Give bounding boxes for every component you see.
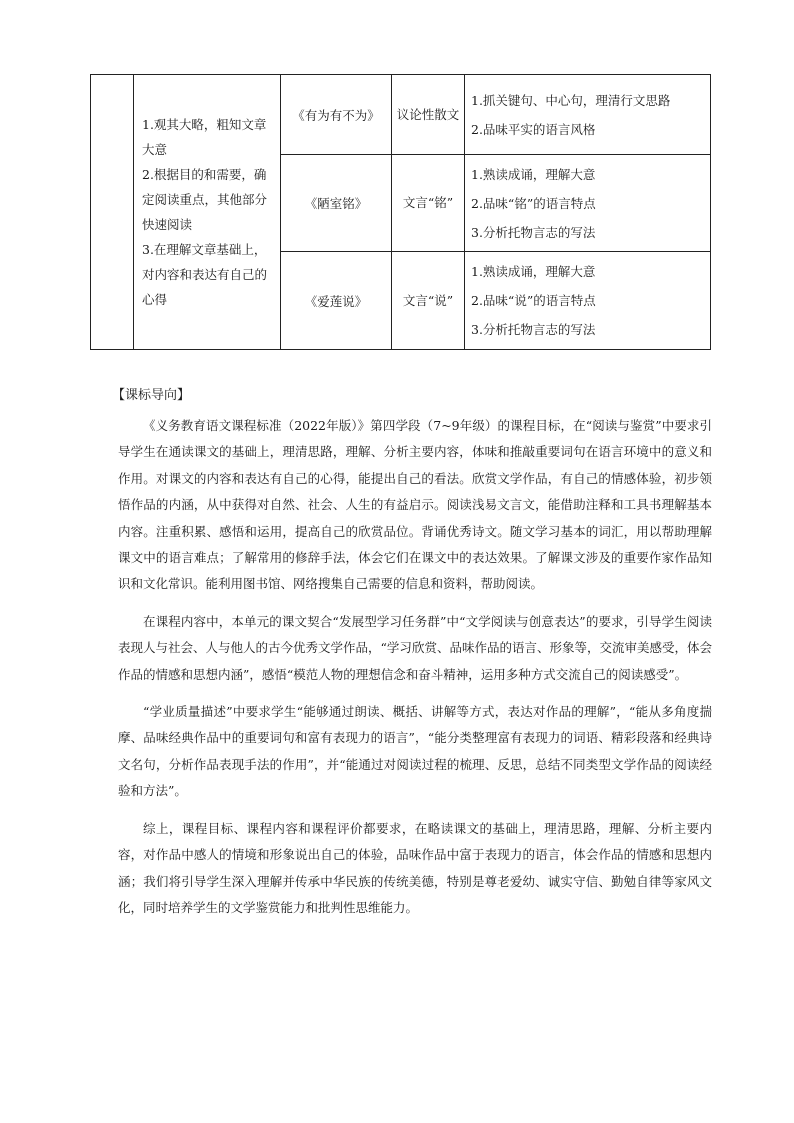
- goal-item: 1.熟读成诵，理解大意: [471, 264, 596, 279]
- learning-goals: [465, 252, 711, 350]
- blank-cell: [91, 75, 134, 350]
- course-table: [90, 74, 711, 350]
- goal-item: 1.熟读成诵，理解大意: [471, 166, 596, 182]
- method-item: 1.观其大略，粗知文章大意: [142, 117, 267, 157]
- paragraph: 在课程内容中，本单元的课文契合“发展型学习任务群”中“文学阅读与创意表达”的要求，引导学生阅读表现人与社会、人与他人的古今优秀文学作品，“学习欣赏、品味作品的语言、形象等，交流审美感受，体会作品的情感和思想内涵”，感悟“模范人物的理想信念和奋斗精神，运用多种方式交流自己的阅读感受”。: [118, 613, 712, 682]
- goal-item: 2.品味“铭”的语言特点: [471, 195, 596, 211]
- table-row: [91, 75, 711, 155]
- learning-goals: [465, 75, 711, 155]
- reading-method-cell: [134, 75, 281, 350]
- text-genre: 文言“铭”: [392, 155, 465, 252]
- curriculum-text: [118, 413, 712, 932]
- paragraph: 综上，课程目标、课程内容和课程评价都要求，在略读课文的基础上，理清思路，理解、分析主要内容，对作品中感人的情境和形象说出自己的体验，品味作品中富于表现力的语言，体会作品的情感和思想内涵；我们将引导学生深入理解并传承中华民族的传统美德，特别是尊老爱幼、诚实守信、勤勉自律等家风文化，同时培养学生的文学鉴赏能力和批判性思维能力。: [118, 820, 712, 915]
- paragraph: “学业质量描述”中要求学生“能够通过朗读、概括、讲解等方式，表达对作品的理解”，“能从多角度揣摩、品味经典作品中的重要词句和富有表现力的语言”，“能分类整理富有表现力的词语、精彩段落和经典诗文名句，分析作品表现手法的作用”，并“能通过对阅读过程的梳理、反思，总结不同类型文学作品的阅读经验和方法”。: [118, 704, 712, 799]
- text-genre: 议论性散文: [392, 75, 465, 155]
- method-item: 2.根据目的和需要，确定阅读重点，其他部分快速阅读: [142, 167, 268, 232]
- text-title: 《陋室铭》: [281, 155, 392, 252]
- goal-item: 1.抓关键句、中心句，理清行文思路: [471, 92, 671, 108]
- goal-item: 2.品味平实的语言风格: [471, 121, 596, 137]
- text-title: 《有为有不为》: [281, 75, 392, 155]
- text-genre: 文言“说”: [392, 252, 465, 350]
- text-title: 《爱莲说》: [281, 252, 392, 350]
- goal-item: 2.品味“说”的语言特点: [471, 293, 596, 308]
- goal-item: 3.分析托物言志的写法: [471, 224, 596, 240]
- section-heading: 【课标导向】: [112, 388, 191, 403]
- learning-goals: [465, 155, 711, 252]
- goal-item: 3.分析托物言志的写法: [471, 322, 596, 337]
- method-item: 3.在理解文章基础上，对内容和表达有自己的心得: [142, 242, 268, 307]
- paragraph: 《义务教育语文课程标准（2022年版）》第四学段（7~9年级）的课程目标，在“阅读与鉴赏”中要求引导学生在通读课文的基础上，理清思路，理解、分析主要内容，体味和推敲重要词句在语言环境中的意义和作用。对课文的内容和表达有自己的心得，能提出自己的看法。欣赏文学作品，有自己的情感体验，初步领悟作品的内涵，从中获得对自然、社会、人生的有益启示。阅读浅易文言文，能借助注释和工具书理解基本内容。注重积累、感悟和运用，提高自己的欣赏品位。背诵优秀诗文。随文学习基本的词汇，用以帮助理解课文中的语言难点；了解常用的修辞手法，体会它们在课文中的表达效果。了解课文涉及的重要作家作品知识和文化常识。能利用图书馆、网络搜集自己需要的信息和资料，帮助阅读。: [118, 418, 712, 592]
